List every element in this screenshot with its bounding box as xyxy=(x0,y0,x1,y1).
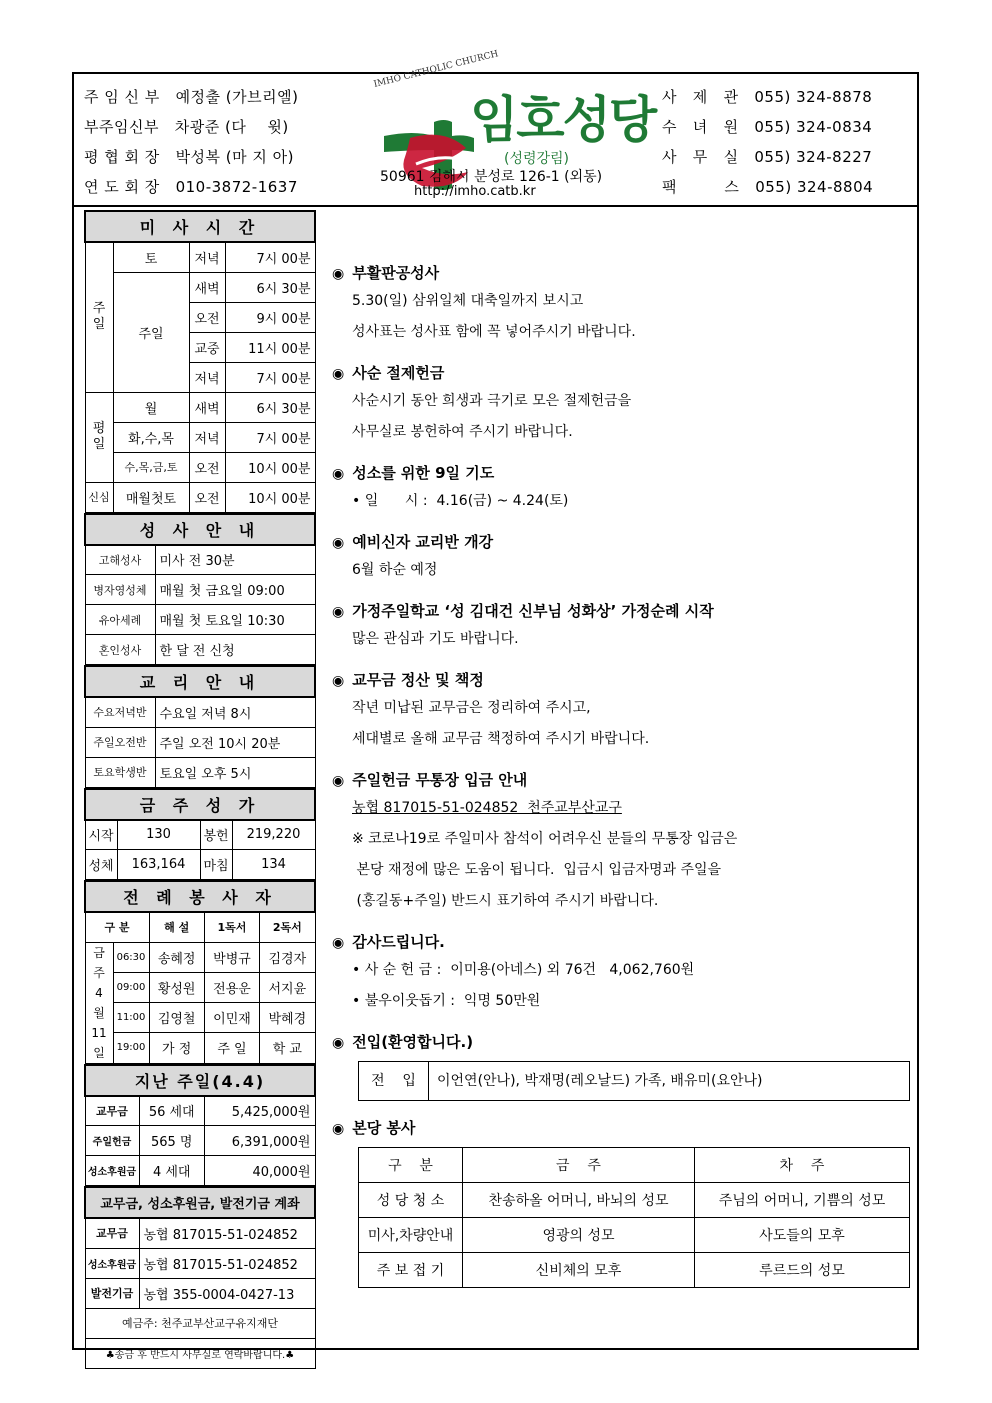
phone-line: 팩 스 055) 324-8804 xyxy=(662,178,874,196)
sunday-label: 주일 xyxy=(85,242,113,392)
liturgy-name: 학 교 xyxy=(260,1033,315,1063)
offering-key: 주일헌금 xyxy=(85,1126,139,1156)
hymn-label: 성체 xyxy=(85,850,117,880)
mass-time: 9시 00분 xyxy=(225,302,315,332)
notice xyxy=(332,529,912,586)
mass-slot: 저녁 xyxy=(189,362,225,392)
service-header: 금 주 xyxy=(463,1148,695,1183)
notice-line: • 불우이웃돕기 : 익명 50만원 xyxy=(352,993,541,1009)
service-value: 찬송하올 어머니, 바뇌의 성모 xyxy=(463,1183,695,1218)
sacrament-value: 미사 전 30분 xyxy=(155,545,315,575)
transfer-box xyxy=(358,1061,910,1101)
account-holder: 예금주: 천주교부산교구유지재단 xyxy=(85,1308,315,1338)
notice xyxy=(332,260,912,348)
liturgy-name: 주 일 xyxy=(204,1033,259,1063)
service-value: 사도들의 모후 xyxy=(694,1218,909,1253)
liturgy-title: 전 례 봉 사 자 xyxy=(85,881,315,912)
notice-title: 전입(환영합니다.) xyxy=(352,1033,474,1051)
mass-day: 매월첫토 xyxy=(113,482,189,512)
mass-slot: 오전 xyxy=(189,482,225,512)
liturgy-name: 박병규 xyxy=(204,942,259,972)
thanks-notice xyxy=(332,929,912,1017)
mass-time: 10시 00분 xyxy=(225,482,315,512)
hymn-number: 219,220 xyxy=(232,820,315,850)
bulletin-page xyxy=(72,49,919,1361)
service-value: 주님의 어머니, 기쁨의 성모 xyxy=(694,1183,909,1218)
hymn-label: 마침 xyxy=(200,850,232,880)
liturgy-header: 해 설 xyxy=(149,912,204,942)
catechism-key: 토요학생반 xyxy=(85,757,155,787)
notice-line: 성사표는 성사표 함에 꼭 넣어주시기 바랍니다. xyxy=(352,324,636,340)
liturgy-name: 서지윤 xyxy=(260,972,315,1002)
offering-count: 565 명 xyxy=(139,1126,204,1156)
transfer-value: 이언연(안나), 박재명(레오날드) 가족, 배유미(요안나) xyxy=(437,1073,763,1089)
hymn-table xyxy=(84,788,316,881)
notice-title: 사순 절제헌금 xyxy=(352,364,445,382)
header-left-info xyxy=(84,82,298,202)
notice xyxy=(332,460,912,517)
liturgy-time: 19:00 xyxy=(113,1033,149,1063)
notice-title: 성소를 위한 9일 기도 xyxy=(352,464,495,482)
mass-time: 6시 30분 xyxy=(225,392,315,422)
liturgy-name: 김경자 xyxy=(260,942,315,972)
phone-line: 사 제 관 055) 324-8878 xyxy=(662,88,873,106)
header-line: 평 협 회 장 박성복 (마 지 아) xyxy=(84,148,295,166)
notice-title: 감사드립니다. xyxy=(352,933,445,951)
liturgy-time: 11:00 xyxy=(113,1003,149,1033)
offering-key: 교무금 xyxy=(85,1096,139,1126)
hymn-number: 163,164 xyxy=(117,850,200,880)
mass-day: 주일 xyxy=(113,272,189,392)
service-value: 영광의 성모 xyxy=(463,1218,695,1253)
notice xyxy=(332,360,912,448)
mass-time: 7시 00분 xyxy=(225,422,315,452)
mass-slot: 교중 xyxy=(189,332,225,362)
bullet-icon: ◉ xyxy=(332,935,345,951)
service-header: 차 주 xyxy=(694,1148,909,1183)
mass-day: 토 xyxy=(113,242,189,272)
notice-title: 가정주일학교 ‘성 김대건 신부님 성화상’ 가정순례 시작 xyxy=(352,602,714,620)
sacrament-value: 한 달 전 신청 xyxy=(155,635,315,665)
hymn-number: 134 xyxy=(232,850,315,880)
notice-line: 6월 하순 예정 xyxy=(352,562,438,578)
service-header: 구 분 xyxy=(359,1148,463,1183)
bullet-icon: ◉ xyxy=(332,773,345,789)
mass-title: 미 사 시 간 xyxy=(85,211,315,242)
notice-line: 많은 관심과 기도 바랍니다. xyxy=(352,631,519,647)
sacrament-key: 혼인성사 xyxy=(85,635,155,665)
last-week-title: 지난 주일(4.4) xyxy=(85,1065,315,1096)
church-name: 임호성당 xyxy=(470,91,656,149)
notice-title: 본당 봉사 xyxy=(352,1119,416,1137)
header-line: 주 임 신 부 예정출 (가브리엘) xyxy=(84,88,299,106)
account-note: ♣송금 후 반드시 사무실로 연락바랍니다.♣ xyxy=(85,1338,315,1368)
notice-title: 주일헌금 무통장 입금 안내 xyxy=(352,771,528,789)
mass-slot: 오전 xyxy=(189,302,225,332)
notice-line: 세대별로 올해 교무금 책정하여 주시기 바랍니다. xyxy=(352,731,650,747)
liturgy-name: 이민재 xyxy=(204,1003,259,1033)
notice-line: • 일 시 : 4.16(금) ~ 4.24(토) xyxy=(352,493,569,509)
offering-key: 성소후원금 xyxy=(85,1156,139,1186)
service-notice xyxy=(332,1115,912,1288)
hymn-title: 금 주 성 가 xyxy=(85,789,315,820)
church-subtitle: (성령강림) xyxy=(504,151,570,167)
service-key: 미사,차량안내 xyxy=(359,1218,463,1253)
sacrament-table xyxy=(84,513,316,666)
notice-line: • 사 순 헌 금 : 이미용(아네스) 외 76건 4,062,760원 xyxy=(352,962,695,978)
liturgy-name: 가 정 xyxy=(149,1033,204,1063)
header-line: 연 도 회 장 010-3872-1637 xyxy=(84,178,298,196)
notice-title: 부활판공성사 xyxy=(352,264,440,282)
bullet-icon: ◉ xyxy=(332,535,345,551)
mass-slot: 저녁 xyxy=(189,422,225,452)
liturgy-name: 송혜정 xyxy=(149,942,204,972)
mass-day: 수,목,금,토 xyxy=(113,452,189,482)
mass-time: 7시 00분 xyxy=(225,242,315,272)
church-arc-text: IMHO CATHOLIC CHURCH xyxy=(372,49,500,90)
sacrament-key: 유아세례 xyxy=(85,605,155,635)
mass-schedule-table xyxy=(84,210,316,513)
liturgy-time: 09:00 xyxy=(113,972,149,1002)
liturgy-time: 06:30 xyxy=(113,942,149,972)
notice-line: 본당 재정에 많은 도움이 됩니다. 입금시 입금자명과 주일을 xyxy=(352,862,722,878)
offering-count: 4 세대 xyxy=(139,1156,204,1186)
offering-amount: 6,391,000원 xyxy=(204,1126,315,1156)
sacrament-key: 고해성사 xyxy=(85,545,155,575)
notice-line: 작년 미납된 교무금은 정리하여 주시고, xyxy=(352,700,591,716)
sacrament-title: 성 사 안 내 xyxy=(85,514,315,545)
offering-amount: 40,000원 xyxy=(204,1156,315,1186)
catechism-key: 주일오전반 xyxy=(85,727,155,757)
offering-count: 56 세대 xyxy=(139,1096,204,1126)
accounts-table xyxy=(84,1186,316,1369)
header-line: 부주임신부 차광준 (다 윗) xyxy=(84,118,289,136)
catechism-key: 수요저녁반 xyxy=(85,697,155,727)
service-value: 루르드의 성모 xyxy=(694,1253,909,1288)
church-url[interactable]: http://imho.catb.kr xyxy=(414,184,536,199)
account-number: 농협 817015-51-024852 xyxy=(139,1248,315,1278)
mass-slot: 오전 xyxy=(189,452,225,482)
catechism-value: 주일 오전 10시 20분 xyxy=(155,727,315,757)
header-right-info xyxy=(662,82,873,202)
account-number: 농협 355-0004-0427-13 xyxy=(139,1278,315,1308)
bank-notice xyxy=(332,767,912,917)
notices xyxy=(332,260,912,1288)
sacrament-value: 매월 첫 토요일 10:30 xyxy=(155,605,315,635)
notice-title: 예비신자 교리반 개강 xyxy=(352,533,494,551)
notice-line: (홍길동+주일) 반드시 표기하여 주시기 바랍니다. xyxy=(352,893,659,909)
bullet-icon: ◉ xyxy=(332,366,345,382)
notice-title: 교무금 정산 및 책정 xyxy=(352,671,484,689)
hymn-label: 시작 xyxy=(85,820,117,850)
sacrament-key: 병자영성체 xyxy=(85,575,155,605)
service-table xyxy=(358,1147,910,1288)
notice-line: 5.30(일) 삼위일체 대축일까지 보시고 xyxy=(352,293,584,309)
liturgy-header: 구 분 xyxy=(85,912,149,942)
mass-day: 화,수,목 xyxy=(113,422,189,452)
mass-time: 10시 00분 xyxy=(225,452,315,482)
liturgy-header: 2독서 xyxy=(260,912,315,942)
account-key: 성소후원금 xyxy=(85,1248,139,1278)
service-value: 신비체의 모후 xyxy=(463,1253,695,1288)
liturgy-table xyxy=(84,880,316,1064)
bullet-icon: ◉ xyxy=(332,466,345,482)
hymn-number: 130 xyxy=(117,820,200,850)
liturgy-name: 전용운 xyxy=(204,972,259,1002)
notice-line: ※ 코로나19로 주일미사 참석이 어려우신 분들의 무통장 입금은 xyxy=(352,831,738,847)
phone-line: 사 무 실 055) 324-8227 xyxy=(662,148,873,166)
liturgy-name: 황성원 xyxy=(149,972,204,1002)
bullet-icon: ◉ xyxy=(332,1121,345,1137)
bullet-icon: ◉ xyxy=(332,266,345,282)
catechism-value: 수요일 저녁 8시 xyxy=(155,697,315,727)
accounts-title: 교무금, 성소후원금, 발전기금 계좌 xyxy=(85,1187,315,1218)
notice-line: 사무실로 봉헌하여 주시기 바랍니다. xyxy=(352,424,573,440)
mass-slot: 저녁 xyxy=(189,242,225,272)
liturgy-date: 금주 4 월 11 일 xyxy=(85,942,113,1063)
catechism-title: 교 리 안 내 xyxy=(85,666,315,697)
bank-account: 농협 817015-51-024852 천주교부산교구 xyxy=(352,800,622,816)
account-number: 농협 817015-51-024852 xyxy=(139,1218,315,1248)
phone-line: 수 녀 원 055) 324-0834 xyxy=(662,118,873,136)
liturgy-name: 김영철 xyxy=(149,1003,204,1033)
bullet-icon: ◉ xyxy=(332,1035,345,1051)
mass-slot: 새벽 xyxy=(189,392,225,422)
sidebar xyxy=(84,210,316,1369)
mass-time: 7시 00분 xyxy=(225,362,315,392)
notice xyxy=(332,598,912,655)
catechism-value: 토요일 오후 5시 xyxy=(155,757,315,787)
account-key: 발전기금 xyxy=(85,1278,139,1308)
mass-time: 11시 00분 xyxy=(225,332,315,362)
liturgy-header: 1독서 xyxy=(204,912,259,942)
weekday-label: 평일 xyxy=(85,392,113,482)
church-address: 50961 김해시 분성로 126-1 (외동) xyxy=(380,169,603,185)
mass-slot: 새벽 xyxy=(189,272,225,302)
notice-line: 사순시기 동안 희생과 극기로 모은 절제헌금을 xyxy=(352,393,632,409)
bullet-icon: ◉ xyxy=(332,673,345,689)
service-key: 주 보 접 기 xyxy=(359,1253,463,1288)
special-label: 신심 xyxy=(85,482,113,512)
bullet-icon: ◉ xyxy=(332,604,345,620)
offering-amount: 5,425,000원 xyxy=(204,1096,315,1126)
service-key: 성 당 청 소 xyxy=(359,1183,463,1218)
transfer-label: 전 입 xyxy=(359,1062,429,1100)
catechism-table xyxy=(84,665,316,788)
mass-day: 월 xyxy=(113,392,189,422)
mass-time: 6시 30분 xyxy=(225,272,315,302)
last-week-table xyxy=(84,1064,316,1187)
account-key: 교무금 xyxy=(85,1218,139,1248)
liturgy-name: 박혜경 xyxy=(260,1003,315,1033)
notice xyxy=(332,667,912,755)
header xyxy=(74,49,917,207)
transfer-notice xyxy=(332,1029,912,1101)
hymn-label: 봉헌 xyxy=(200,820,232,850)
sacrament-value: 매월 첫 금요일 09:00 xyxy=(155,575,315,605)
